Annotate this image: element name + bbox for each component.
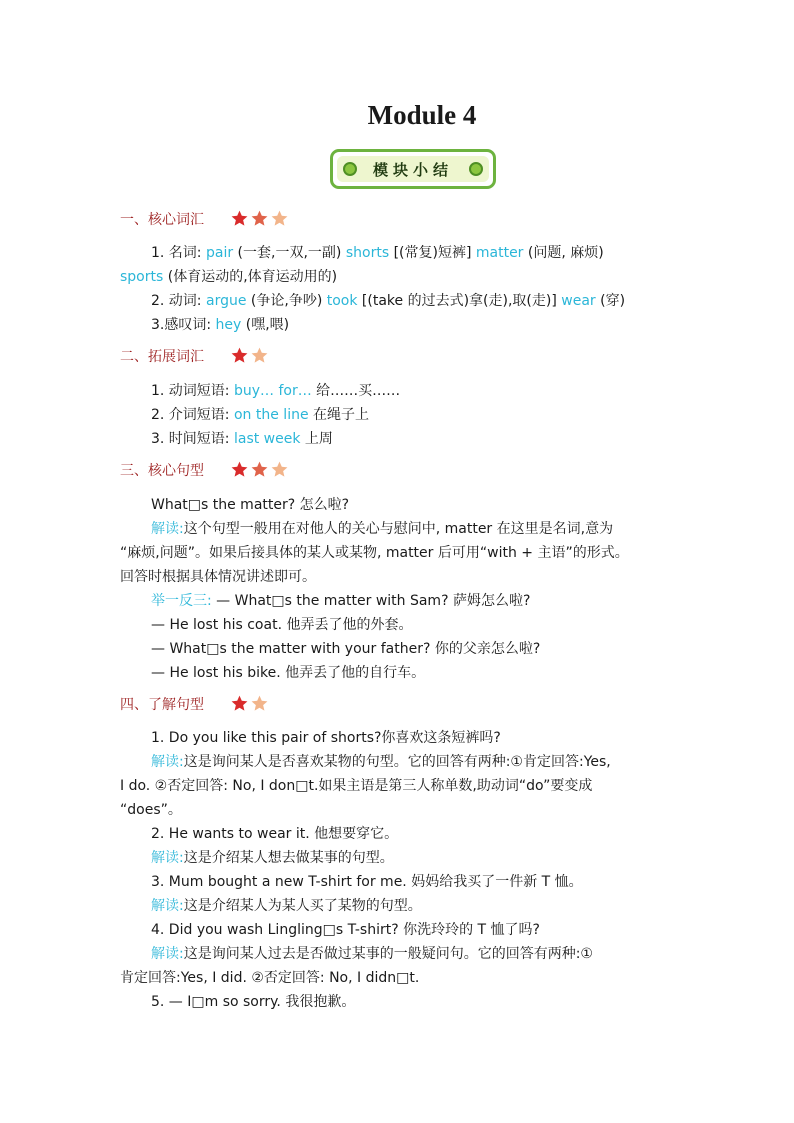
sentence-item: 5. — I□m so sorry. 我很抱歉。: [151, 994, 356, 1010]
sentence-explanation-cont: 肯定回答:Yes, I did. ②否定回答: No, I didn□t.: [120, 970, 420, 986]
example-line: — He lost his coat. 他弄丢了他的外套。: [151, 617, 413, 633]
phrase-line-verb: 1. 动词短语: buy… for… 给……买……: [151, 383, 401, 399]
section-heading-understand-sentences: 四、了解句型: [120, 697, 204, 713]
phrase-line-time: 3. 时间短语: last week 上周: [151, 431, 333, 447]
sentence-item: 1. Do you like this pair of shorts?你喜欢这条短裤吗?: [151, 730, 501, 746]
star-full-icon: [230, 209, 249, 228]
phrase-line-prep: 2. 介词短语: on the line 在绳子上: [151, 407, 370, 423]
star-full-icon: [250, 460, 269, 479]
vocab-line-verbs: 2. 动词: argue (争论,争吵) took [(take 的过去式)拿(走),取(走)] wear (穿): [151, 293, 626, 309]
sentence-item: 4. Did you wash Lingling□s T-shirt? 你洗玲玲的 T 恤了吗?: [151, 922, 540, 938]
rating-stars: [230, 346, 269, 365]
core-explanation-cont: “麻烦,问题”。如果后接具体的某人或某物, matter 后可用“with + 主语”的形式。: [120, 545, 629, 561]
core-explanation: 解读:这个句型一般用在对他人的关心与慰问中, matter 在这里是名词,意为: [151, 521, 614, 537]
star-half-icon: [250, 346, 269, 365]
star-half-icon: [250, 694, 269, 713]
green-dot-icon: [343, 162, 357, 176]
example-line: — He lost his bike. 他弄丢了他的自行车。: [151, 665, 426, 681]
core-sentence: What□s the matter? 怎么啦?: [151, 497, 350, 513]
star-full-icon: [250, 209, 269, 228]
section-heading-core-sentences: 三、核心句型: [120, 463, 204, 479]
sentence-explanation: 解读:这是介绍某人想去做某事的句型。: [151, 850, 394, 866]
star-full-icon: [230, 460, 249, 479]
section-heading-extended-vocab: 二、拓展词汇: [120, 349, 204, 365]
rating-stars: [230, 209, 289, 228]
star-half-icon: [270, 209, 289, 228]
sentence-explanation: 解读:这是询问某人是否喜欢某物的句型。它的回答有两种:①肯定回答:Yes,: [151, 754, 611, 770]
sentence-explanation: 解读:这是询问某人过去是否做过某事的一般疑问句。它的回答有两种:①: [151, 946, 593, 962]
sentence-item: 2. He wants to wear it. 他想要穿它。: [151, 826, 399, 842]
section-heading-core-vocab: 一、核心词汇: [120, 212, 204, 228]
sentence-explanation-cont: I do. ②否定回答: No, I don□t.如果主语是第三人称单数,助动词“do”要变成: [120, 778, 593, 794]
star-full-icon: [230, 694, 249, 713]
page-title: Module 4: [367, 100, 477, 130]
core-explanation-cont: 回答时根据具体情况讲述即可。: [120, 569, 316, 585]
sentence-item: 3. Mum bought a new T-shirt for me. 妈妈给我买了一件新 T 恤。: [151, 874, 583, 890]
star-half-icon: [270, 460, 289, 479]
star-full-icon: [230, 346, 249, 365]
sentence-explanation-cont: “does”。: [120, 802, 182, 818]
vocab-line-nouns-cont: sports (体育运动的,体育运动用的): [120, 269, 338, 285]
example-line: 举一反三: — What□s the matter with Sam? 萨姆怎么啦?: [151, 593, 531, 609]
vocab-line-nouns: 1. 名词: pair (一套,一双,一副) shorts [(常复)短裤] matter (问题, 麻烦): [151, 245, 604, 261]
example-line: — What□s the matter with your father? 你的父亲怎么啦?: [151, 641, 541, 657]
vocab-line-interjection: 3.感叹词: hey (嘿,喂): [151, 317, 290, 333]
rating-stars: [230, 694, 269, 713]
rating-stars: [230, 460, 289, 479]
badge-label: 模块小结: [372, 160, 453, 179]
sentence-explanation: 解读:这是介绍某人为某人买了某物的句型。: [151, 898, 422, 914]
green-dot-icon: [469, 162, 483, 176]
module-summary-badge: [330, 149, 496, 189]
